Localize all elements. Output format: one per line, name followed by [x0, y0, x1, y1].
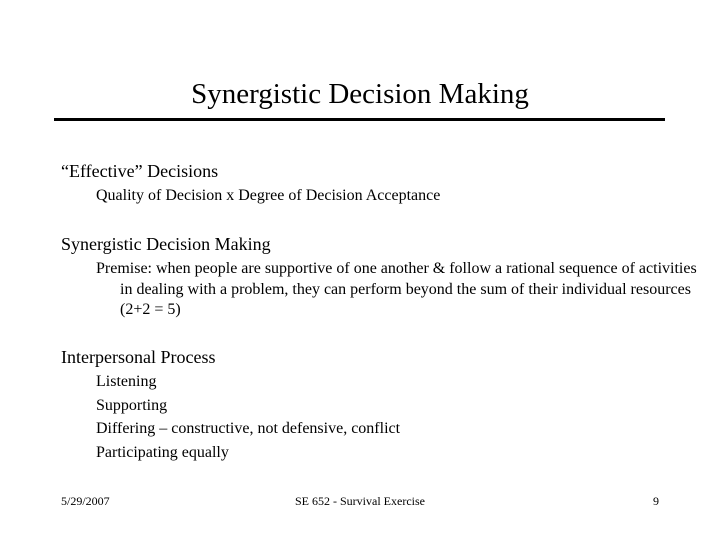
- list-item-participating: Participating equally: [96, 444, 229, 461]
- list-item-supporting: Supporting: [96, 397, 168, 414]
- premise-paragraph: Premise: when people are supportive of one another & follow a rational sequence of activities in dealing with a problem, they can perform beyond the sum of their individual resources (2+2 = 5): [96, 260, 697, 318]
- section-item: Quality of Decision x Degree of Decision Acceptance: [96, 187, 441, 204]
- section-heading-effective-decisions: “Effective” Decisions: [61, 161, 219, 181]
- list-item-listening: Listening: [96, 373, 157, 390]
- footer-course: SE 652 - Survival Exercise: [295, 494, 425, 508]
- section-heading-interpersonal-process: Interpersonal Process: [61, 347, 216, 367]
- footer-page-number: 9: [653, 494, 659, 508]
- slide-title: Synergistic Decision Making: [191, 78, 529, 110]
- title-divider: [54, 118, 665, 121]
- list-item-differing: Differing – constructive, not defensive, conflict: [96, 420, 401, 437]
- section-heading-synergistic-decision-making: Synergistic Decision Making: [61, 234, 271, 254]
- footer-date: 5/29/2007: [61, 494, 110, 508]
